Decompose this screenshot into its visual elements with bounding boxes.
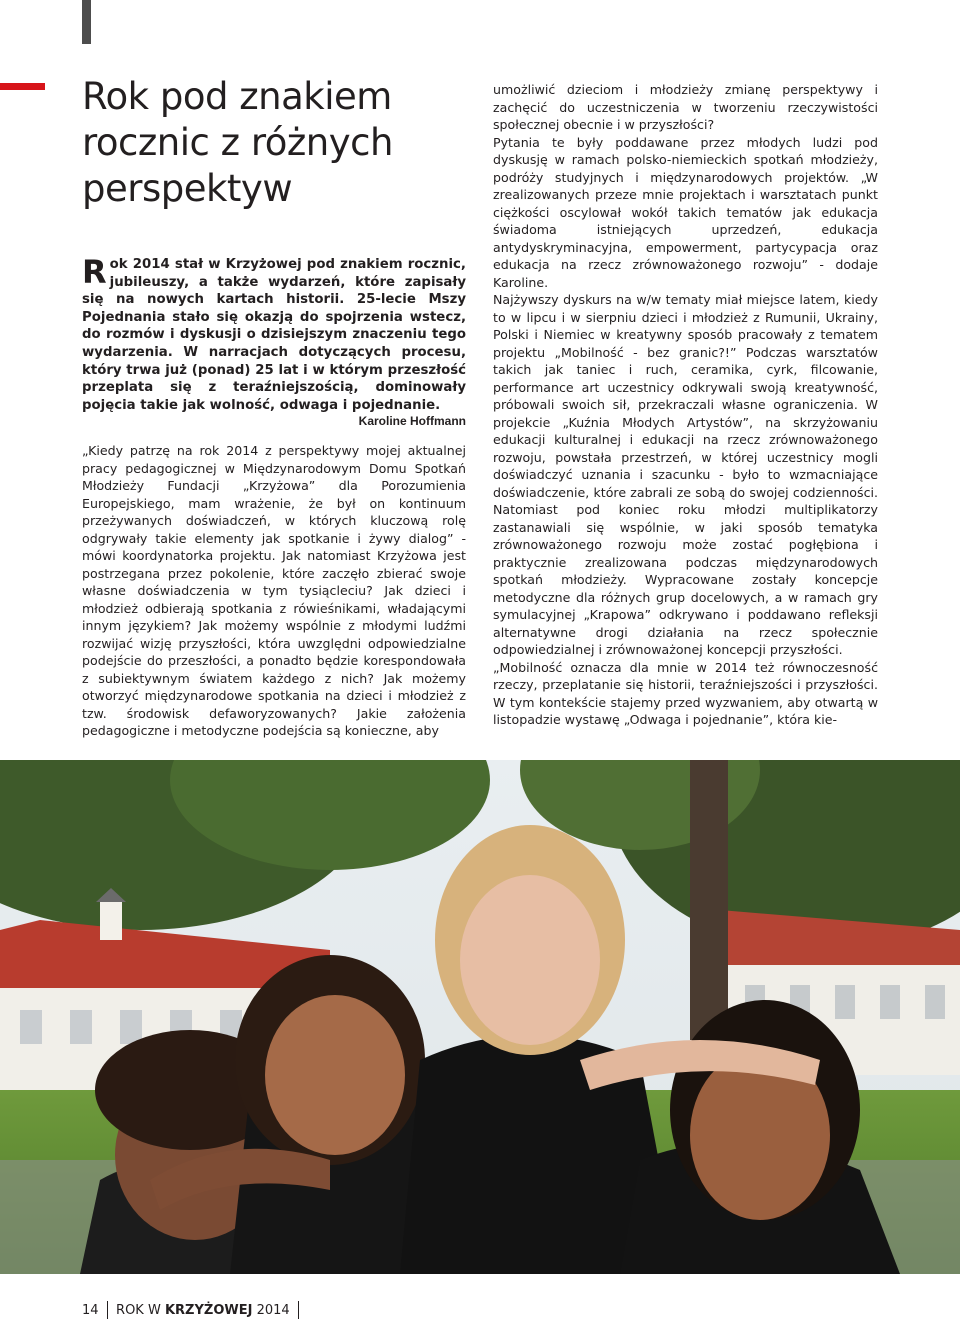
- page-number: 14: [82, 1302, 99, 1318]
- lead-dropcap: R: [82, 253, 107, 291]
- footer-separator: [107, 1301, 109, 1319]
- body-column-right: [493, 81, 878, 729]
- article-author: Karoline Hoffmann: [358, 414, 466, 428]
- article-title: Rok pod znakiem rocznic z różnych perspektyw: [82, 75, 393, 210]
- paragraph: umożliwić dzieciom i młodzieży zmianę perspektywy i zachęcić do uczestniczenia w tworzeniu rzeczywistości społecznej obecnie i w przyszłości?: [493, 82, 878, 132]
- brand-year: 2014: [256, 1302, 290, 1318]
- page-footer: [82, 1300, 307, 1320]
- footer-separator: [298, 1301, 300, 1319]
- top-decorative-bar: [82, 0, 91, 44]
- paragraph: Najżywszy dyskurs na w/w tematy miał miejsce latem, kiedy to w lipcu i w sierpniu dzieci i młodzież z Rumunii, Ukrainy, Polski i Niemiec w kreatywny sposób pracowały z tematem projektu „Mobilność - bez granic?!” Podczas warsztatów takich jak taniec i ruch, ceramika, cyrk, filcowanie, performance art uczestnicy odkrywali swoją kreatywność, próbowali swoich sił, przekraczali własne ograniczenia. W projekcie „Kuźnia Młodych Artystów”, na skrzyżowaniu edukacji kulturalnej i edukacji na rzecz zrównoważonego rozwoju, powstała przestrzeń, w której uczestnicy mogli doświadczyć uznania i szacunku - było to wzmacniające doświadczenie, które zabrali ze sobą do swojej codzienności. Natomiast pod koniec roku młodzi multiplikatorzy zastanawiali się wspólnie, w jaki sposób tematyka zrównoważonego rozwoju może zostać pogłębiona i praktycznie zrealizowana podczas międzynarodowych spotkań młodzieży. Wypracowane zostały koncepcje metodyczne dla różnych grup docelowych, a w ramach gry symulacyjnej „Krapowa” odkrywano i poddawano refleksji alternatywne drogi działania na rzecz społecznie odpowiedzialnej i zrównoważonej koncepcji przyszłości.: [493, 292, 878, 657]
- body-column-left: [82, 442, 466, 740]
- paragraph: „Mobilność oznacza dla mnie w 2014 też równoczesność rzeczy, przeplatanie się historii, teraźniejszości i przyszłości. W tym kontekście stajemy przed wyzwaniem, aby otwartą w listopadzie wystawę „Odwaga i pojednanie”, która kie-: [493, 659, 878, 727]
- red-accent-bar: [0, 83, 45, 90]
- brand-prefix: ROK W: [116, 1302, 161, 1318]
- lead-text: ok 2014 stał w Krzyżowej pod znakiem rocznic, jubileuszy, a także wydarzeń, które zapisały się na nowych kartach historii. 25-lecie Mszy Pojednania stało się okazją do spojrzenia wstecz, do rozmów i dyskusji o dzisiejszym znaczeniu tego wydarzenia. W narracjach dotyczących procesu, który trwa już (ponad) 25 lat i w którym przeszłość przeplata się z teraźniejszością, dominowały pojęcia takie jak wolność, odwaga i pojednanie.: [82, 257, 466, 413]
- paragraph: „Kiedy patrzę na rok 2014 z perspektywy mojej aktualnej pracy pedagogicznej w Międzynarodowym Domu Spotkań Młodzieży Fundacji „Krzyżowa” dla Porozumienia Europejskiego, mam wrażenie, że był on kontinuum przeżywanych doświadczeń, w których kluczową rolę odgrywały takie elementy jak spotkanie i żywy dialog” - mówi koordynatorka projektu. Jak natomiast Krzyżowa jest postrzegana przez pokolenie, które zaczęło zbierać swoje własne doświadczenia w tym tysiącleciu? Jak dzieci i młodzież odbierają spotkania z rówieśnikami, władającymi innym językiem? Jak możemy wspólnie z młodymi ludźmi rozwijać wizję przyszłości, która uwzględni odpowiedzialne podejście do przeszłości, a ponadto będzie korespondowała z subiektywnym światem każdego z nich? Jak możemy otworzyć międzynarodowe spotkania na dzieci i młodzież z tzw. środowisk defaworyzowanych? Jakie założenia pedagogiczne i metodyczne podejścia są konieczne, aby: [82, 443, 466, 738]
- article-lead: [82, 253, 466, 414]
- brand-name: KRZYŻOWEJ: [164, 1302, 253, 1318]
- article-photo: [0, 760, 960, 1274]
- paragraph: Pytania te były poddawane przez młodych ludzi pod dyskusję w ramach polsko-niemieckich spotkań młodzieży, podróży studyjnych i międzynarodowych projektów. „W zrealizowanych przeze mnie projektach i warsztatach punkt ciężkości oscylował wokół takich tematów jak edukacja świadoma istniejących uprzedzeń, edukacja antydyskryminacyjna, empowerment, partycypacja oraz edukacja na rzecz zrównoważonego rozwoju” - dodaje Karoline.: [493, 134, 878, 290]
- footer-brand: [116, 1303, 290, 1318]
